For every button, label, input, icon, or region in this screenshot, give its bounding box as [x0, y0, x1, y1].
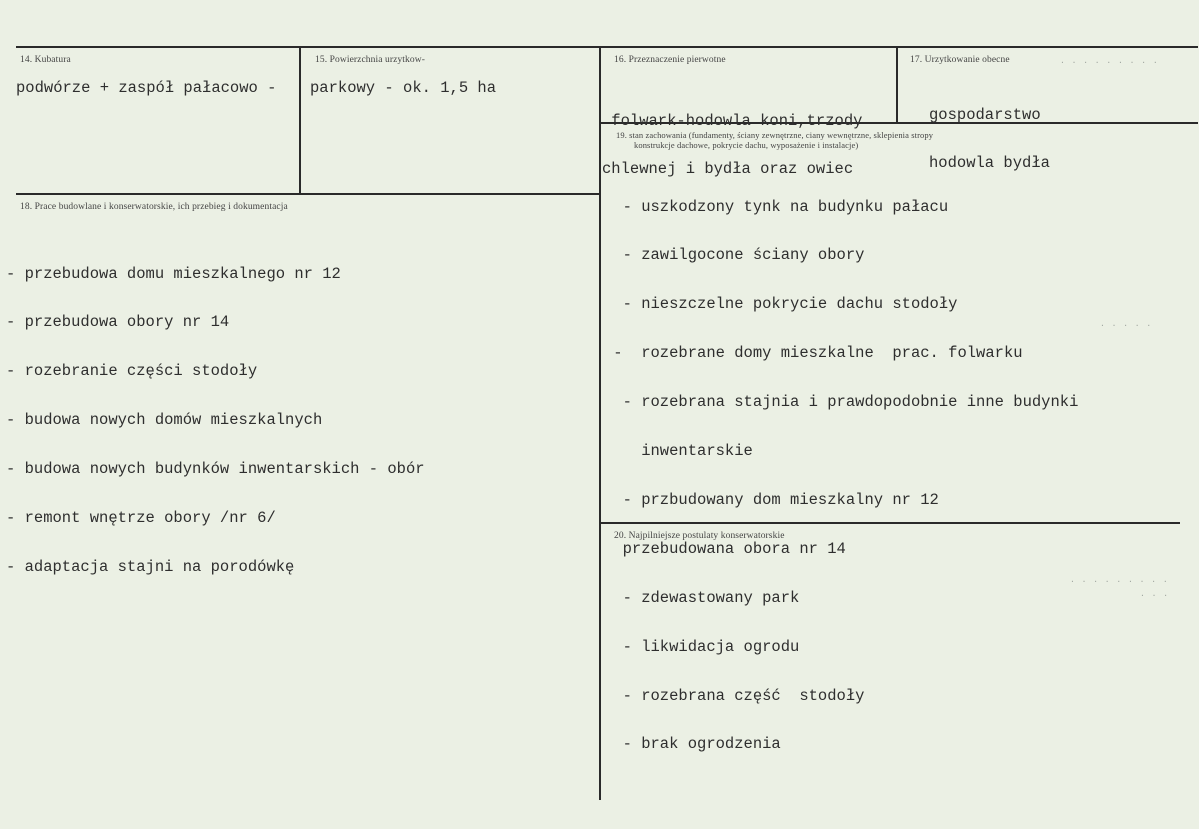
- field-19-line: - brak ogrodzenia: [604, 735, 781, 754]
- field-18-line: - przebudowa obory nr 14: [6, 313, 230, 332]
- field-19-line: - zawilgocone ściany obory: [604, 246, 865, 265]
- bleed-through-marks: . . . . . . . . .: [1070, 576, 1169, 585]
- field-17-label: 17. Urzytkowanie obecne: [910, 55, 1010, 65]
- divider-16-17: [896, 47, 898, 122]
- field-15-label: 15. Powierzchnia urzytkow-: [315, 55, 425, 65]
- field-19-line: inwentarskie: [604, 442, 753, 461]
- field-19-line: - rozebrana część stodoły: [604, 686, 865, 705]
- field-16-line: chlewnej i bydła oraz owiec: [602, 160, 854, 179]
- field-19-line: - rozebrana stajnia i prawdopodobnie inne budynki: [604, 393, 1079, 412]
- field-18-line: - adaptacja stajni na porodówkę: [6, 557, 295, 576]
- field-19-line: - rozebrane domy mieszkalne prac. folwarku: [604, 344, 1023, 363]
- field-15-value: parkowy - ok. 1,5 ha: [310, 79, 497, 97]
- field-18-line: - remont wnętrze obory /nr 6/: [6, 509, 276, 528]
- field-18-line: - rozebranie części stodoły: [6, 362, 258, 381]
- field-18-value: [6, 233, 425, 608]
- field-19-value: [604, 166, 1078, 785]
- field-19-label-line: konstrukcje dachowe, pokrycie dachu, wyposażenie i instalacje): [634, 140, 859, 150]
- field-19-line: - likwidacja ogrodu: [604, 637, 800, 656]
- field-16-label: 16. Przeznaczenie pierwotne: [614, 55, 726, 65]
- field-18-line: - budowa nowych budynków inwentarskich - obór: [6, 460, 425, 479]
- field-20-label: 20. Najpilniejsze postulaty konserwatorskie: [614, 531, 785, 541]
- rule-above-18: [16, 193, 600, 195]
- divider-14-15: [299, 47, 301, 193]
- field-16-line: folwark-hodowla koni,trzody: [602, 111, 863, 130]
- field-14-value: podwórze + zaspół pałacowo -: [16, 79, 277, 97]
- field-18-line: - budowa nowych domów mieszkalnych: [6, 411, 323, 430]
- field-19-line: - zdewastowany park: [604, 588, 800, 607]
- bleed-through-marks: . . . . .: [1100, 320, 1153, 329]
- field-19-line: - przbudowany dom mieszkalny nr 12: [604, 490, 939, 509]
- bleed-through-marks: . . .: [1140, 590, 1170, 599]
- field-19-label: [616, 130, 1176, 150]
- field-19-line: - uszkodzony tynk na budynku pałacu: [604, 197, 949, 216]
- field-19-line: przebudowana obora nr 14: [604, 539, 846, 558]
- field-18-label: 18. Prace budowlane i konserwatorskie, ich przebieg i dokumentacja: [20, 202, 288, 212]
- field-17-line: hodowla bydła: [929, 154, 1050, 173]
- divider-left-right: [599, 47, 601, 800]
- field-19-line: - nieszczelne pokrycie dachu stodoły: [604, 295, 958, 314]
- field-19-label-line: 19. stan zachowania (fundamenty, ściany zewnętrzne, ciany wewnętrzne, sklepienia stropy: [616, 130, 934, 140]
- field-14-label: 14. Kubatura: [20, 55, 71, 65]
- field-18-line: - przebudowa domu mieszkalnego nr 12: [6, 264, 341, 283]
- field-17-faint-marks: . . . . . . . . .: [1060, 57, 1159, 66]
- field-17-line: gospodarstwo: [929, 105, 1041, 124]
- top-rule: [16, 46, 1198, 48]
